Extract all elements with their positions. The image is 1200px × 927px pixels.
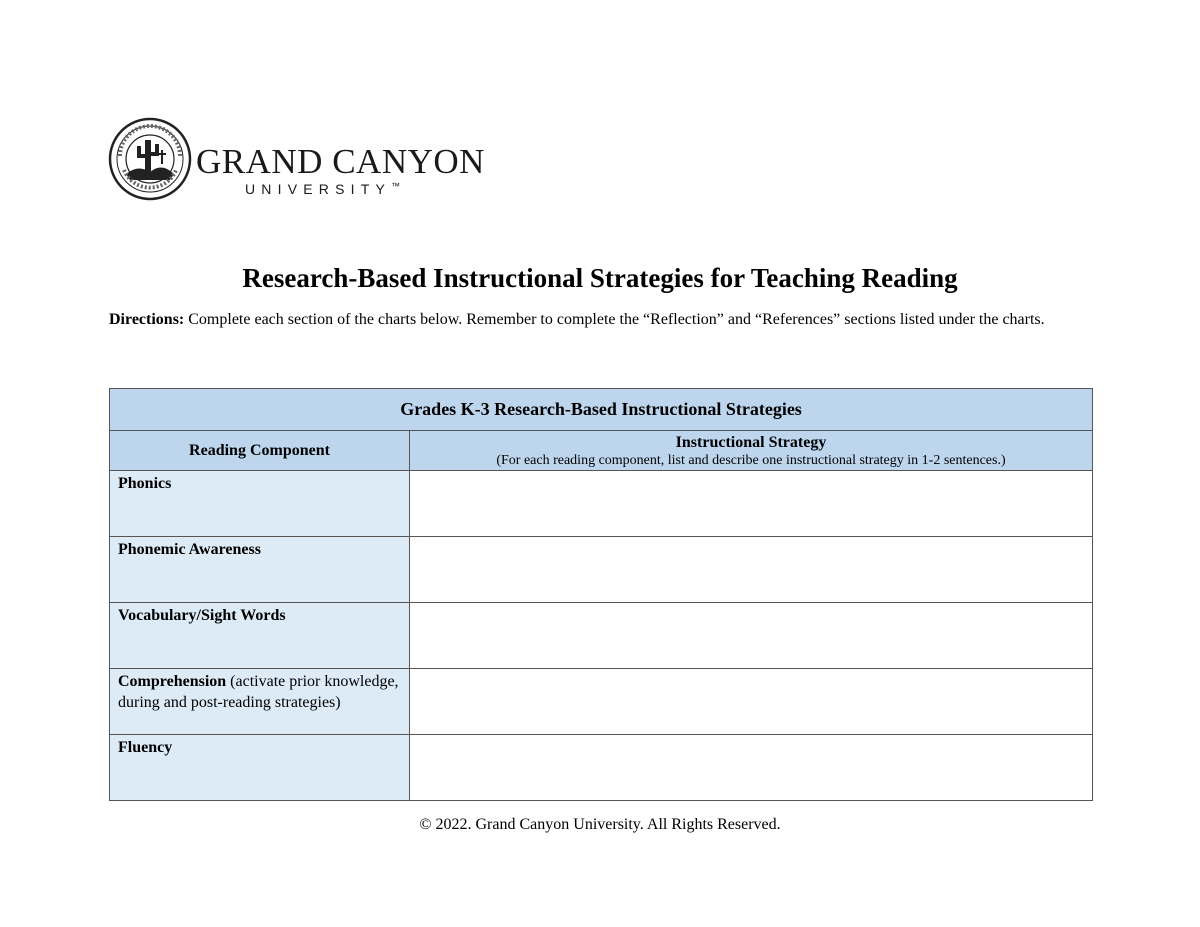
component-vocabulary: Vocabulary/Sight Words: [110, 603, 410, 669]
table-row: [110, 669, 1093, 735]
column-subheader: (For each reading component, list and describe one instructional strategy in 1-2 sentences.): [496, 452, 1006, 468]
strategy-cell-vocabulary[interactable]: [410, 603, 1093, 669]
component-fluency: Fluency: [110, 735, 410, 801]
table-row: [110, 537, 1093, 603]
strategies-table: [109, 388, 1093, 801]
page-title: Research-Based Instructional Strategies for Teaching Reading: [242, 263, 958, 293]
university-seal-icon: [108, 116, 192, 202]
strategy-cell-comprehension[interactable]: [410, 669, 1093, 735]
university-logo: [108, 116, 488, 202]
university-subname: UNIVERSITY™: [245, 181, 401, 197]
directions: [109, 309, 1069, 330]
university-name: GRAND CANYON: [196, 142, 485, 181]
table-heading: Grades K-3 Research-Based Instructional Strategies: [110, 389, 1093, 431]
table-row: [110, 471, 1093, 537]
trademark: ™: [391, 181, 401, 191]
column-header-instructional-strategy: Instructional Strategy (For each reading component, list and describe one instructional strategy in 1-2 sentences.): [410, 431, 1093, 471]
table-row: [110, 603, 1093, 669]
directions-label: Directions:: [109, 311, 185, 328]
table-row: [110, 735, 1093, 801]
copyright-footer: © 2022. Grand Canyon University. All Rights Reserved.: [419, 816, 781, 833]
component-phonics: Phonics: [110, 471, 410, 537]
component-comprehension: Comprehension (activate prior knowledge, during and post-reading strategies): [110, 669, 410, 735]
directions-text: Complete each section of the charts below. Remember to complete the “Reflection” and “References” sections listed under the charts.: [184, 311, 1045, 328]
component-phonemic-awareness: Phonemic Awareness: [110, 537, 410, 603]
strategy-cell-fluency[interactable]: [410, 735, 1093, 801]
strategy-cell-phonics[interactable]: [410, 471, 1093, 537]
strategy-cell-phonemic-awareness[interactable]: [410, 537, 1093, 603]
column-header-reading-component: Reading Component: [110, 431, 410, 471]
